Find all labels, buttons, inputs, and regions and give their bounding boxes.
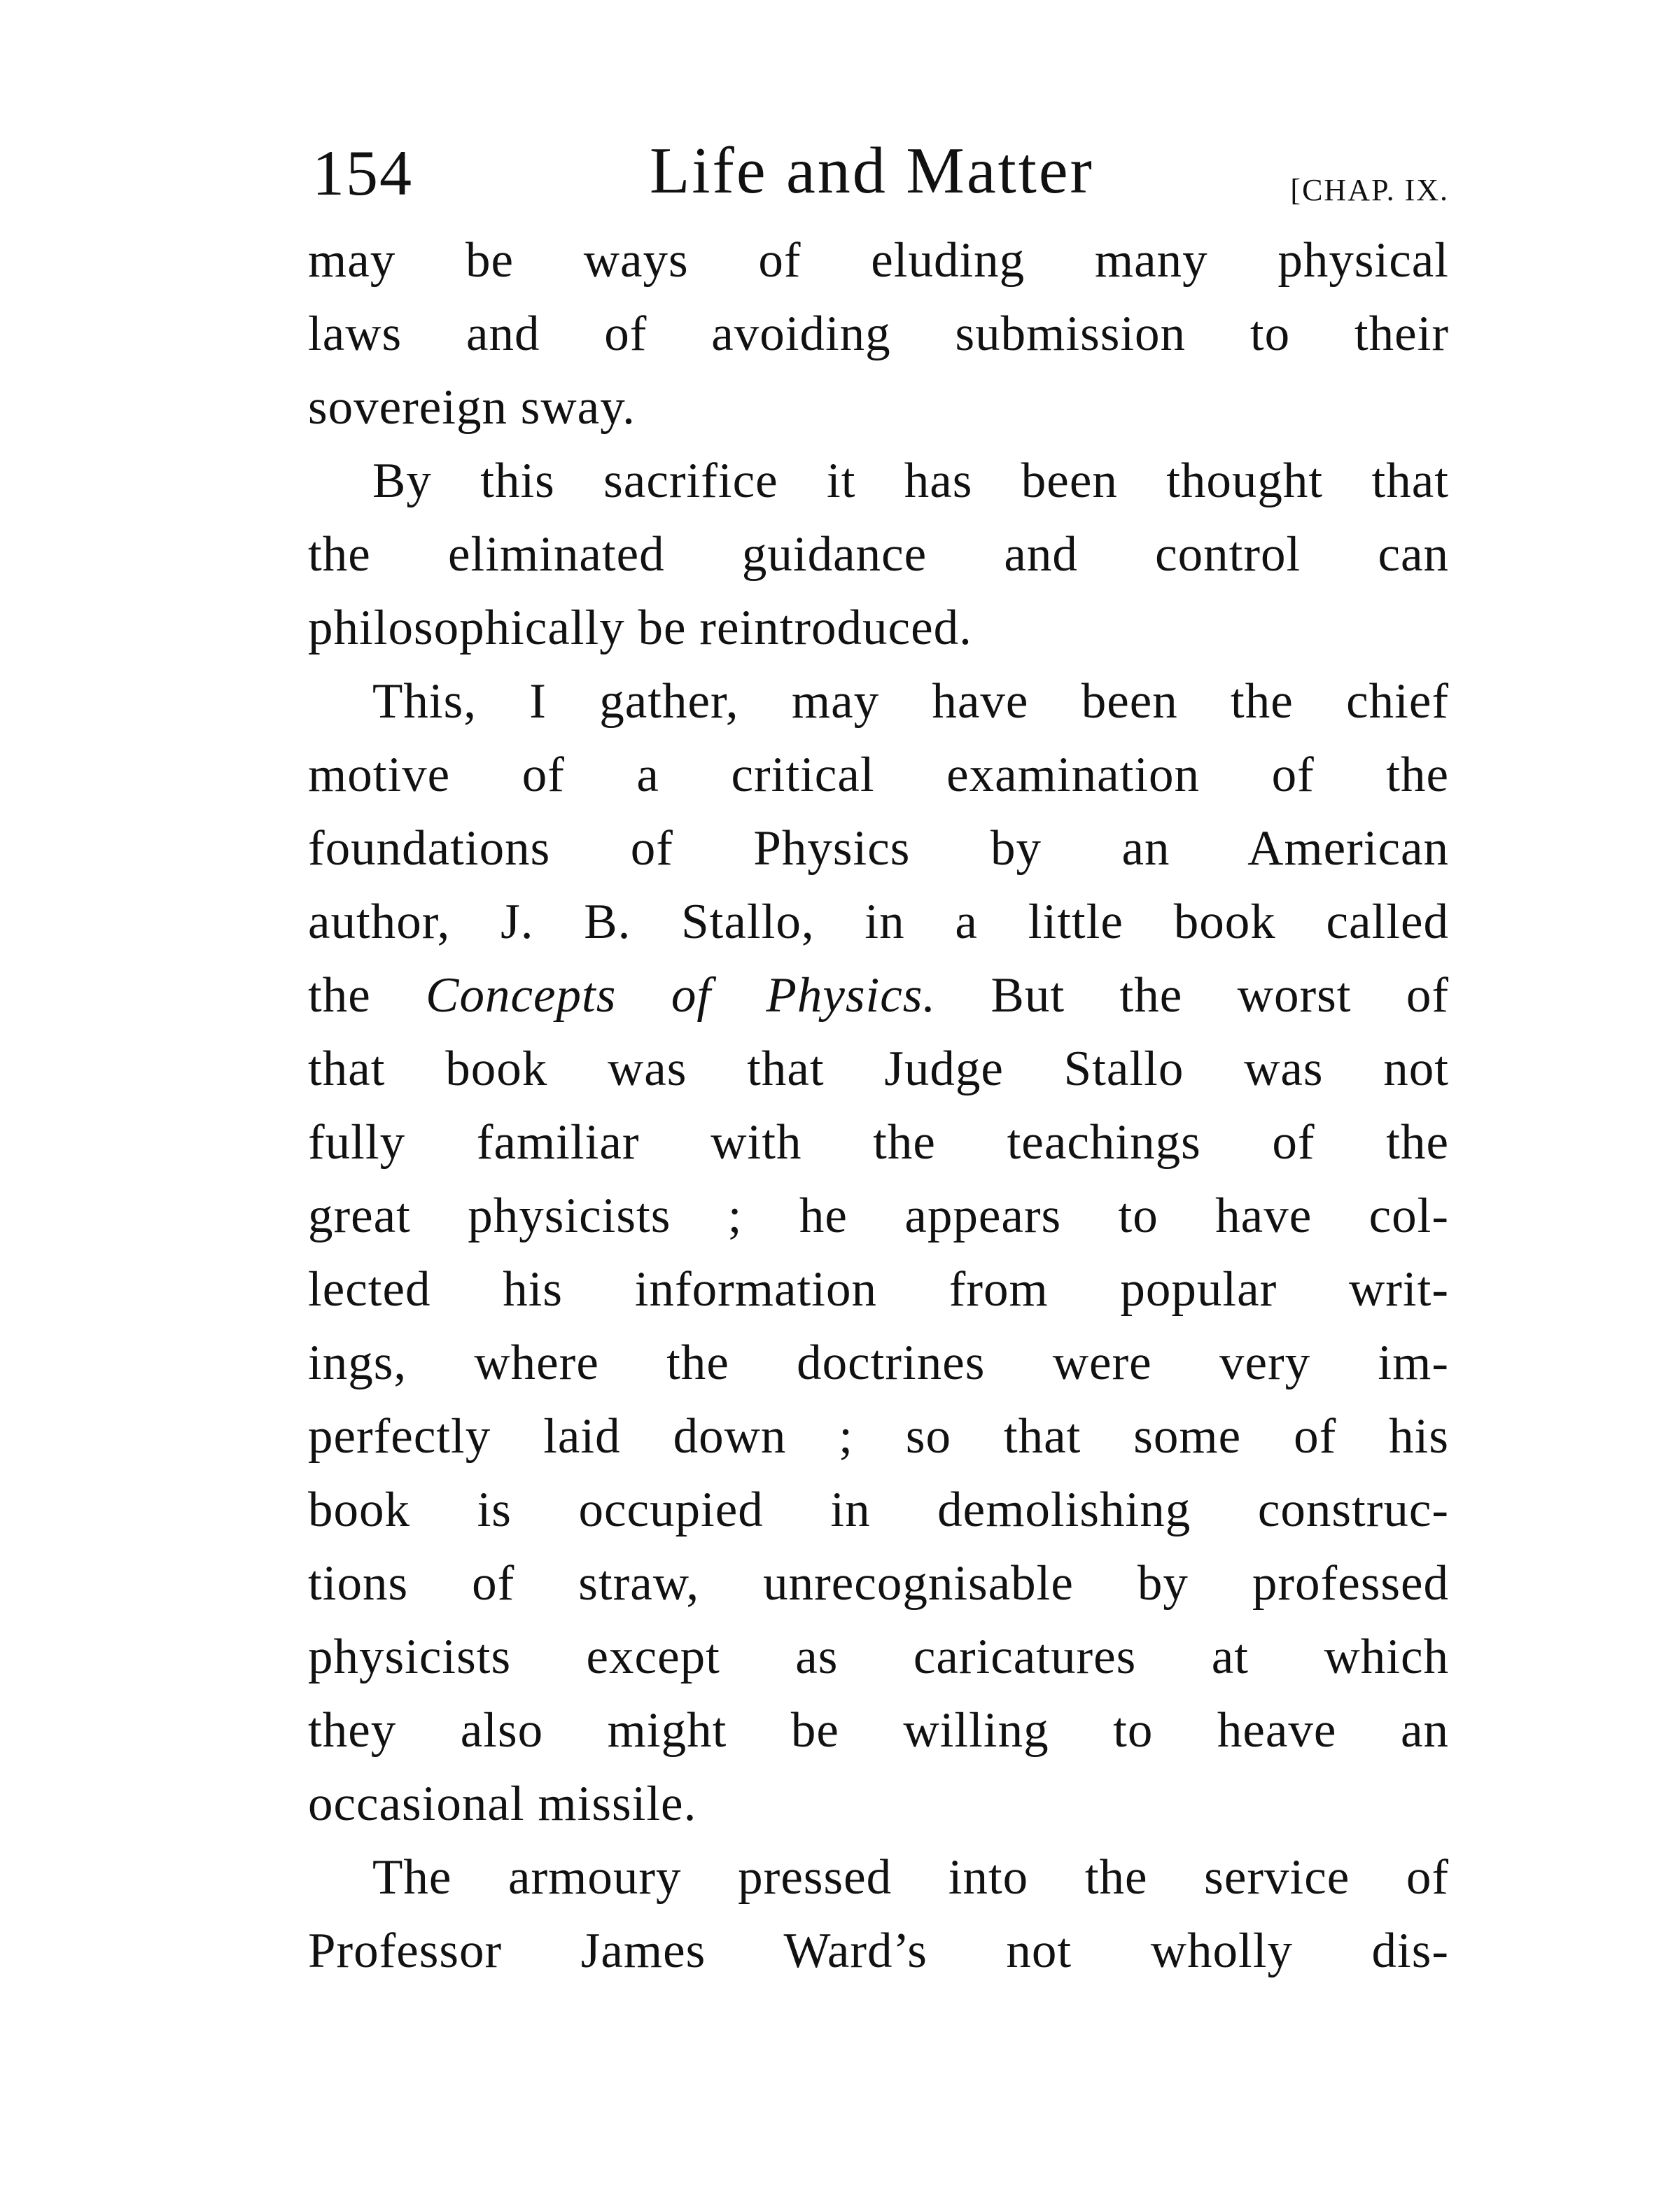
running-head (308, 133, 1449, 217)
text-line: great physicists ; he appears to have col- (308, 1189, 1449, 1243)
text-line: book is occupied in demolishing construc- (308, 1483, 1449, 1537)
text-fragment: the (308, 968, 371, 1023)
page-number: 154 (312, 137, 413, 209)
text-line: motive of a critical examination of the (308, 748, 1449, 802)
text-line: the eliminated guidance and control can (308, 527, 1449, 582)
paragraph-1 (308, 224, 1449, 444)
text-line: lected his information from popular writ- (308, 1262, 1449, 1317)
text-line: occasional missile. (308, 1777, 697, 1831)
text-line: philosophically be reintroduced. (308, 601, 972, 655)
text-line: The armoury pressed into the service of (372, 1850, 1449, 1905)
paragraph-3 (308, 665, 1449, 1841)
paragraph-4 (308, 1841, 1449, 1988)
body-text (308, 224, 1449, 1988)
text-line-with-italic-title (308, 959, 1449, 1032)
text-line: they also might be willing to heave an (308, 1703, 1449, 1758)
text-line: ings, where the doctrines were very im- (308, 1336, 1449, 1390)
text-line: tions of straw, unrecognisable by professed (308, 1556, 1449, 1611)
italic-book-title: Concepts of Physics. (426, 968, 937, 1023)
text-line: author, J. B. Stallo, in a little book called (308, 895, 1449, 949)
text-line: laws and of avoiding submission to their (308, 307, 1449, 361)
paragraph-2 (308, 444, 1449, 665)
text-fragment: But the worst of (990, 968, 1450, 1023)
text-line: physicists except as caricatures at which (308, 1630, 1449, 1684)
book-page (308, 133, 1449, 1988)
text-line: sovereign sway. (308, 380, 636, 435)
text-line: Professor James Ward’s not wholly dis- (308, 1924, 1449, 1978)
text-line: that book was that Judge Stallo was not (308, 1042, 1449, 1096)
text-line: fully familiar with the teachings of the (308, 1115, 1449, 1170)
text-line: This, I gather, may have been the chief (372, 674, 1449, 729)
text-line: foundations of Physics by an American (308, 821, 1449, 876)
text-line: By this sacrifice it has been thought that (372, 454, 1449, 508)
chapter-reference: [CHAP. IX. (1290, 173, 1449, 207)
text-line: perfectly laid down ; so that some of his (308, 1409, 1449, 1464)
running-title: Life and Matter (650, 134, 1094, 207)
text-line: may be ways of eluding many physical (308, 233, 1449, 288)
